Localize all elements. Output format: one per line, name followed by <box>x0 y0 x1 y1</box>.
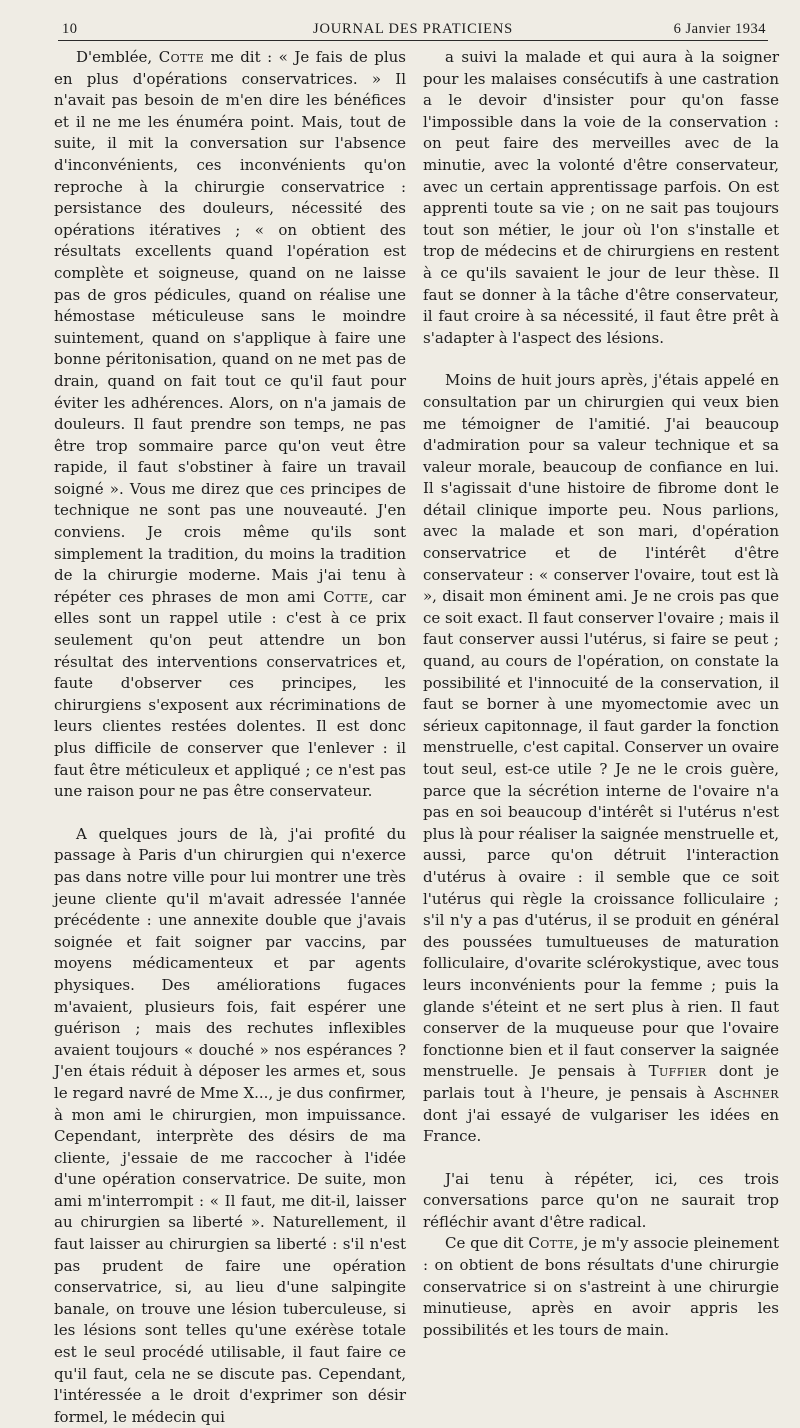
paragraph-continuation: a suivi la malade et qui aura à la soigner pour les malaises consécutifs à une castration a le devoir d'insister pour qu'on fasse l'impossible dans la voie de la conservation : on peut faire des merveilles avec de la minutie, avec la volonté d'être conservateur, avec un certain apprentissage parfois. On est apprenti toute sa vie ; on ne sait pas toujours tout son métier, le jour où l'on s'installe et trop de médecins et de chirurgiens en restent à ce qu'ils savaient le jour de leur thèse. Il faut se donner à la tâche d'être conservateur, il faut croire à sa nécessité, il faut être prêt à s'adapter à l'aspect des lésions. <box>423 48 779 347</box>
paragraph-fibroma-consultation: Moins de huit jours après, j'étais appelé en consultation par un chirurgien qui veux bien me témoigner de l'amitié. J'ai beaucoup d'admiration pour sa valeur technique et sa valeur morale, beaucoup de confiance en lui. Il s'agissait d'une histoire de fibrome dont le détail clinique importe peu. Nous parlions, avec la malade et son mari, d'opération conservatrice et de l'intérêt d'être conservateur : « conserver l'ovaire, tout est là », disait mon éminent ami. Je ne crois pas que ce soit exact. Il faut conserver l'ovaire ; mais il faut conserver aussi l'utérus, si faire se peut ; quand, au cours de l'opération, on constate la possibilité et l'innocuité de la conservation, il faut se borner à une myomectomie avec un sérieux capitonnage, il faut garder la fonction menstruelle, c'est capital. Conserver un ovaire tout seul, est-ce utile ? Je ne le crois guère, parce que la sécrétion interne de l'ovaire n'a pas en soi beaucoup d'intérêt si l'utérus n'est plus là pour réaliser la saignée menstruelle et, aussi, parce qu'on détruit l'interaction d'utérus à ovaire : il semble que ce soit l'utérus qui règle la croissance folliculaire ; s'il n'y a pas d'utérus, il se produit en général des poussées tumultueuses de maturation folliculaire, d'ovarite sclérokystique, avec tous leurs inconvénients pour la femme ; puis la glande s'éteint et ne sert plus à rien. Il faut conserver de la muqueuse pour que l'ovaire fonctionne bien et il faut conserver la saignée menstruelle. Je pensais à Tuffier dont je parlais tout à l'heure, je pensais à Aschner dont j'ai essayé de vulgariser les idées en France. <box>423 371 780 1146</box>
paragraph-final: Ce que dit Cotte, je m'y associe pleinement : on obtient de bons résultats d'une chirurgie conservatrice si on s'astreint à une chirurgie minutieuse, après en avoir appris les possibilités et les tours de main. <box>423 1234 779 1339</box>
journal-title: JOURNAL DES PRATICIENS <box>313 21 513 37</box>
running-header <box>58 20 768 41</box>
surgeon-name: Cotte <box>528 1234 574 1253</box>
right-column <box>423 47 779 1341</box>
paragraph-conclusion: J'ai tenu à répéter, ici, ces trois conversations parce qu'on ne saurait trop réfléchir avant d'être radical. <box>423 1169 779 1231</box>
paragraph-cotte-conversation: D'emblée, Cotte me dit : « Je fais de plus en plus d'opérations conservatrices. » Il n'avait pas besoin de m'en dire les bénéfices et il ne me les énuméra point. Mais, tout de suite, il mit la conversation sur l'absence d'inconvénients, ces inconvénients qu'on reproche à la chirurgie conservatrice : persistance des douleurs, nécessité des opérations itératives ; « on obtient des résultats excellents quand l'opération est complète et soigneuse, quand on ne laisse pas de gros pédicules, quand on réalise une hémostase méticuleuse sans le moindre suintement, quand on s'applique à faire une bonne péritonisation, quand on ne met pas de drain, quand on fait tout ce qu'il faut pour éviter les adhérences. Alors, on n'a jamais de douleurs. Il faut prendre son temps, ne pas être trop sommaire parce qu'on veut être rapide, il faut s'obstiner à faire un travail soigné ». Vous me direz que ces principes de technique ne sont pas une nouveauté. J'en conviens. Je crois même qu'ils sont simplement la tradition, du moins la tradition de la chirurgie moderne. Mais j'ai tenu à répéter ces phrases de mon ami Cotte, car elles sont un rappel utile : c'est à ce prix seulement qu'on peut attendre un bon résultat des interventions conservatrices et, faute d'observer ces principes, les chirurgiens s'exposent aux récriminations de leurs clientes restées dolentes. Il est donc plus difficile de conserver que l'enlever : il faut être méticuleux et appliqué ; ce n'est pas une raison pour ne pas être conservateur. <box>54 48 406 801</box>
surgeon-name: Cotte <box>158 48 205 66</box>
surgeon-name: Aschner <box>713 1083 779 1102</box>
page-number: 10 <box>62 21 78 37</box>
left-column <box>54 47 406 1428</box>
paragraph-young-patient: A quelques jours de là, j'ai profité du passage à Paris d'un chirurgien qui n'exerce pas dans notre ville pour lui montrer une très jeune cliente qu'il m'avait adressée l'année précédente : une annexite double que j'avais soignée et fait soigner par vaccins, par moyens médicamenteux et par agents physiques. Des améliorations fugaces m'avaient, plusieurs fois, fait espérer une guérison ; mais des rechutes inflexibles avaient toujours « douché » nos espérances ? J'en étais réduit à déposer les armes et, sous le regard navré de Mme X..., je dus confirmer, à mon ami le chirurgien, mon impuissance. Cependant, interprète des désirs de ma cliente, j'essaie de me raccocher à l'idée d'une opération conservatrice. De suite, mon ami m'interrompit : « Il faut, me dit-il, laisser au chirurgien sa liberté ». Naturellement, il faut laisser au chirurgien sa liberté : s'il n'est pas prudent de faire une opération conservatrice, si, au lieu d'une salpingite banale, on trouve une lésion tuberculeuse, si les lésions sont telles qu'une exérèse totale est le seul procédé utilisable, il faut faire ce qu'il faut, cela ne se discute pas. Cependant, l'intéressée a le droit d'exprimer son désir formel, le médecin qui <box>54 824 406 1426</box>
surgeon-name: Cotte <box>323 587 369 606</box>
surgeon-name: Tuffier <box>648 1062 707 1081</box>
issue-date: 6 Janvier 1934 <box>673 21 766 37</box>
